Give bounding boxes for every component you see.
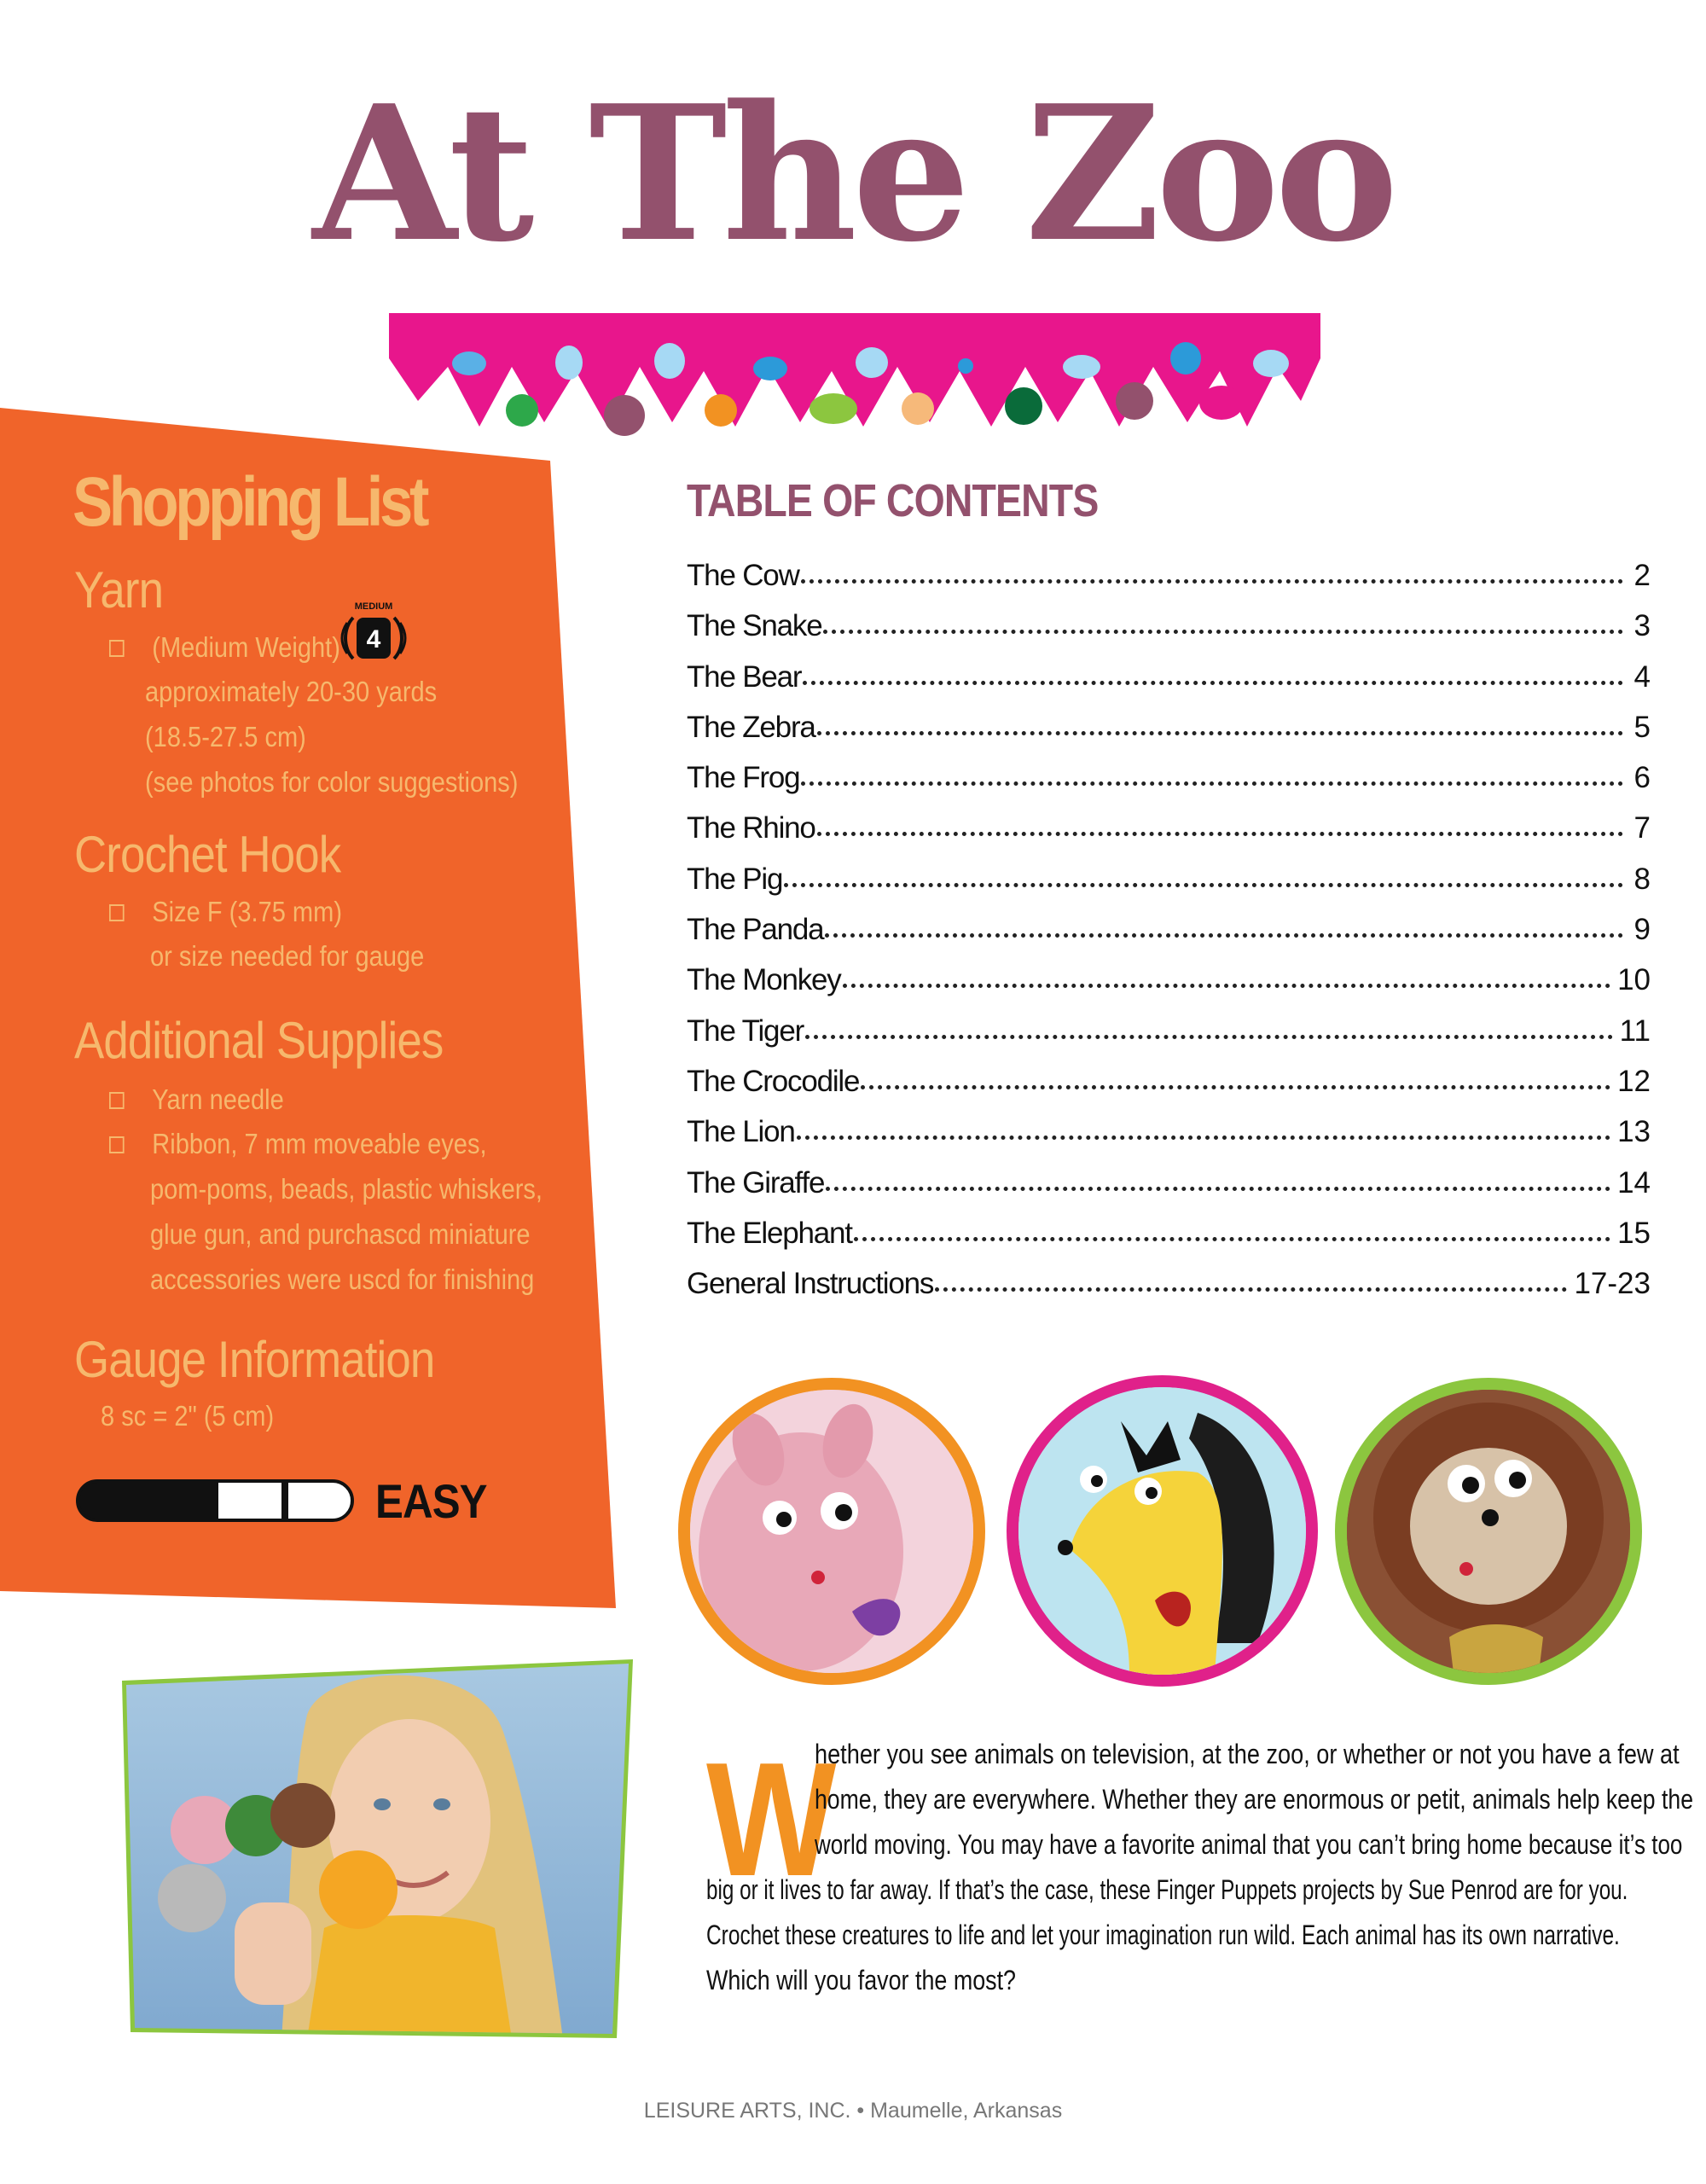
yarn-needle-text: Yarn needle (152, 1083, 284, 1115)
toc-entry-page: 15 (1617, 1216, 1651, 1250)
finishing-line-2: pom-poms, beads, plastic whiskers, (150, 1173, 543, 1205)
giraffe-puppet-photo (1007, 1375, 1318, 1687)
toc-entry-page: 6 (1633, 761, 1651, 795)
toc-entry-title: The Elephant (687, 1216, 852, 1250)
additional-supplies-heading: Additional Supplies (74, 1012, 444, 1069)
toc-entry-page: 9 (1633, 913, 1651, 947)
toc-entry-page: 13 (1617, 1115, 1651, 1149)
toc-entry-snake[interactable] (687, 609, 1651, 659)
intro-dropcap: W (706, 1729, 837, 1910)
finishing-line-1: Ribbon, 7 mm moveable eyes, (152, 1128, 487, 1159)
toc-dot-leader (797, 1115, 1610, 1140)
toc-entry-title: The Snake (687, 609, 822, 643)
toc-entry-general-instructions[interactable] (687, 1267, 1651, 1317)
toc-entry-tiger[interactable] (687, 1014, 1651, 1065)
toc-entry-title: The Cow (687, 559, 799, 592)
gauge-text: 8 sc = 2" (5 cm) (101, 1400, 275, 1432)
toc-entry-frog[interactable] (687, 761, 1651, 811)
intro-line-5: Crochet these creatures to life and let your imagination run wild. Each animal has its own narrative. (706, 1920, 1620, 1950)
gauge-information-heading: Gauge Information (74, 1331, 435, 1388)
toc-dot-leader (817, 811, 1623, 836)
toc-entry-title: The Monkey (687, 963, 841, 997)
toc-entry-title: The Lion (687, 1115, 795, 1149)
toc-entry-page: 10 (1617, 963, 1651, 997)
crochet-hook-heading: Crochet Hook (74, 826, 341, 883)
toc-entry-panda[interactable] (687, 913, 1651, 963)
toc-dot-leader (825, 913, 1623, 938)
toc-entry-title: The Frog (687, 761, 800, 795)
girl-with-finger-puppets-photo (0, 0, 648, 2065)
yarn-line-3: (see photos for color suggestions) (145, 766, 519, 798)
toc-entry-page: 14 (1617, 1165, 1651, 1199)
yarn-heading: Yarn (74, 561, 164, 619)
toc-entry-elephant[interactable] (687, 1217, 1651, 1267)
toc-entry-page: 4 (1633, 659, 1651, 694)
skill-level-label: EASY (375, 1474, 487, 1528)
toc-entry-page: 2 (1633, 559, 1651, 592)
toc-dot-leader (784, 863, 1623, 887)
publisher-footer: LEISURE ARTS, INC. • Maumelle, Arkansas (643, 2099, 1063, 2123)
toc-entry-page: 12 (1617, 1064, 1651, 1098)
toc-entry-page: 17-23 (1574, 1267, 1651, 1301)
toc-dot-leader (826, 1166, 1610, 1191)
toc-heading: TABLE OF CONTENTS (687, 475, 1099, 526)
table-of-contents (687, 559, 1651, 1317)
toc-entry-title: The Crocodile (687, 1064, 860, 1098)
toc-entry-page: 5 (1633, 710, 1651, 744)
toc-dot-leader (935, 1267, 1567, 1292)
toc-dot-leader (861, 1065, 1610, 1089)
yarn-line-2: (18.5-27.5 cm) (145, 721, 306, 752)
toc-entry-title: The Panda (687, 913, 824, 947)
toc-entry-title: The Rhino (687, 811, 815, 845)
yarn-weight-text: (Medium Weight) (152, 631, 340, 663)
weight-icon-number: 4 (366, 625, 381, 653)
weight-icon-label: MEDIUM (354, 601, 393, 612)
yarn-line-1: approximately 20-30 yards (145, 676, 438, 707)
toc-entry-title: The Giraffe (687, 1165, 825, 1199)
toc-dot-leader (801, 761, 1623, 786)
toc-dot-leader (803, 660, 1623, 685)
toc-entry-cow[interactable] (687, 559, 1651, 609)
toc-entry-pig[interactable] (687, 863, 1651, 913)
toc-dot-leader (801, 559, 1623, 584)
toc-entry-title: General Instructions (687, 1267, 934, 1301)
shopping-list-heading: Shopping List (73, 463, 426, 541)
toc-dot-leader (805, 1014, 1613, 1039)
toc-entry-title: The Bear (687, 659, 802, 694)
toc-dot-leader (823, 609, 1623, 634)
hook-gauge-line: or size needed for gauge (150, 940, 425, 972)
toc-entry-giraffe[interactable] (687, 1166, 1651, 1217)
toc-entry-title: The Zebra (687, 710, 815, 744)
intro-line-4: big or it lives to far away. If that’s the case, these Finger Puppets projects by Sue Penrod are for you. (706, 1874, 1628, 1905)
intro-line-1: hether you see animals on television, at the zoo, or whether or not you have a few at (815, 1739, 1680, 1769)
toc-entry-page: 7 (1633, 811, 1651, 845)
toc-entry-lion[interactable] (687, 1115, 1651, 1165)
toc-entry-title: The Pig (687, 862, 783, 896)
toc-entry-bear[interactable] (687, 660, 1651, 711)
intro-line-6: Which will you favor the most? (706, 1965, 1017, 1995)
toc-entry-rhino[interactable] (687, 811, 1651, 862)
toc-entry-monkey[interactable] (687, 963, 1651, 1014)
intro-line-2: home, they are everywhere. Whether they are enormous or petit, animals help keep the (815, 1784, 1694, 1815)
toc-entry-crocodile[interactable] (687, 1065, 1651, 1115)
hook-size-text: Size F (3.75 mm) (152, 896, 342, 927)
toc-entry-page: 11 (1619, 1014, 1651, 1048)
finishing-line-3: glue gun, and purchascd miniature (150, 1218, 531, 1250)
toc-entry-zebra[interactable] (687, 711, 1651, 761)
toc-entry-page: 3 (1633, 609, 1651, 643)
monkey-puppet-photo (1335, 1378, 1642, 1685)
toc-dot-leader (854, 1217, 1610, 1241)
finishing-line-4: accessories were uscd for finishing (150, 1263, 535, 1295)
pig-puppet-photo (678, 1378, 985, 1685)
toc-entry-page: 8 (1633, 862, 1651, 896)
toc-dot-leader (843, 963, 1610, 988)
page-title: At The Zoo (312, 65, 1394, 283)
toc-entry-title: The Tiger (687, 1014, 804, 1048)
intro-line-3: world moving. You may have a favorite animal that you can’t bring home because it’s too (815, 1829, 1683, 1860)
toc-dot-leader (817, 711, 1623, 735)
